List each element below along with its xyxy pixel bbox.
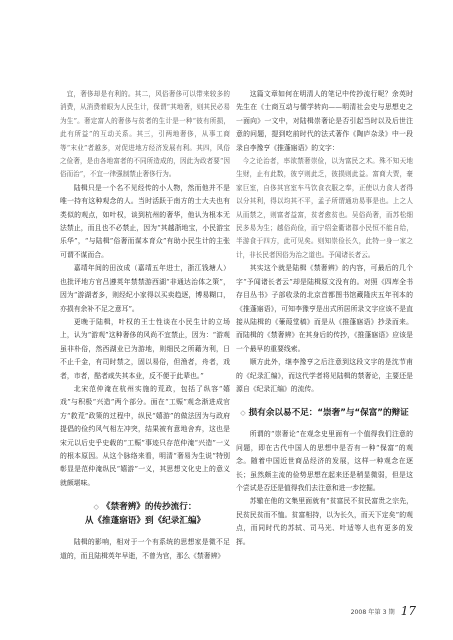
page-number: 17 xyxy=(400,604,416,618)
left-column-bottom-text xyxy=(60,536,230,563)
body-paragraph: 这篇文章如何在明清人的笔记中传抄流行呢？余英时先生在《士商互动与儒学转向——明清社会史与思想史之一面向》一文中，对陆楫崇奢论是否引起当时以及后世注意的问题，提到吃前时代的法式著作《陶庐杂录》中一段录自李豫亨《推蓬寤语》的文字： xyxy=(236,90,413,152)
body-paragraph: 陆楫只是一个名不见经传的小人物，然而他并不是唯一持有这种观念的人。当时活跃于南方的士大夫也有类似的观点，如叶权，谈到杭州的奢华，他认为根本无法禁止，而且也不必禁止，因为“其越浙地宝，小民游宝乐华”，“与陆楫”俗奢而谋本育众”有助小民生计的主张可谓不谋而合。 xyxy=(60,183,230,259)
body-paragraph: 其实这个就是陆楫《禁奢辨》的内容，可最后的几个字“予闻诸长者云”却是陆楫原文没有的。对照《四库全书存目丛书》子部收录的北京首都图书馆藏隆庆五年刊本的《推蓬寤语》，可知李豫亨是出式所居所录文字应该不是直接从陆楫的《蒹葭堂稿》而是从《推蓬寤语》抄录而来。而陆楫的《禁奢辨》在其身后的传抄，《推蓬寤语》应该是一个最早的重要线索。 xyxy=(236,264,413,353)
section-heading-baofu xyxy=(236,406,413,420)
diamond-ornament-icon: ◇ xyxy=(93,503,99,512)
body-paragraph: 顺方此外，继李豫亨之后注意到这段文字的是沈节甫的《纪录汇编》，而这代学者将见陆楫的禁奢论，主要还是源自《纪录汇编》的流传。 xyxy=(236,358,413,393)
block-quote-paragraph: 今之论治者，率欲禁奢崇俭，以为富民之术。殊不知天地生财，止有此数，彼亨则此乏，彼损则此益。富商大贾，豪家巨室，自侈其宫室车马饮食衣服之奉，正使以力食人者得以分其利，得以均其不平，孟子所谓通功易事是也。上之人从而禁之，则富者益富，贫者愈贫也。吴俗尚奢，而苏松细民多易为生；越俗尚俭，而宁绍金衢诸郡小民恒不能自给，半游食于四方，此可见矣。则知崇俭长久，此特一身一家之计，非长民者因俗为治之道也。予闻诸长者云。 xyxy=(236,157,413,259)
right-column xyxy=(236,88,413,549)
block-quote-paragraph: 宜，奢侈却是有利的。其二，风俗奢侈可以带来较多的消费，从消费着眼为人民生计，保谓“其地奢，则其民必易为生”。奢定富人的奢侈与贫者的生计是一种“彼有所损，此有所益”的互动关系。其三，引两地奢侈，从事工商等“末业”者越多，对促进地方经济发展有利。其四，风俗之俭奢，是由各地富者的不同所造成的，因此为政者要“因俗而治”，不宜一律强制禁止奢侈行为。 xyxy=(60,90,230,179)
issue-label: 2008 年第 3 期 xyxy=(350,608,395,616)
diamond-ornament-icon: ◇ xyxy=(240,409,246,418)
right-column-top-text xyxy=(236,88,413,396)
body-paragraph: 嘉靖年间的田汝成（嘉靖五年进士，浙江钱塘人）也批评地方官吕遵英年禁禁游西湖“非通达治体之策”，因为“游湖者多，则经纪小家得以买卖趋逐，博易糊口，亦损有余补不足之意耳”。 xyxy=(60,264,230,313)
body-paragraph: 所谓的“崇奢论”在观念史里面有一个值得我们注意的问题，即在古代中国人的思想中是否有一种“保富”的观念。随着中国近世商品经济的发展，这样一种观念在逐长；虽然颇主流的俭势思想在起来还是稍显微弱，但是这个尝试是否还是值得我们去注意和进一步挖掘。 xyxy=(236,430,413,492)
left-column xyxy=(60,88,230,563)
body-paragraph: 北宋范仲淹在杭州实施的荒政，包括了纵容“嬉戏”与积极“兴造”两个部分。面在“工赈”观念渐进成官方“救荒”政策的过程中，纵民“嬉游”的做法因为与政府提倡的俭约风气相左冲突，结果被有意地舍弃，这也是宋元以后史乎史载的“工赈”事迹只存范仲淹“兴造”一义的根本原因。从这个脉络来看，明清“奢易为生说”特别彰显是范仲淹纵民“嬉游”一义，其思想文化史上的意义就颇堪味。 xyxy=(60,384,230,487)
body-paragraph: 陆楫的影响，相对于一个有系统的思想家是微不足道的，而且陆楫英年早逝，不曾为官，那么《禁奢辨》 xyxy=(60,538,230,560)
body-paragraph: 更晚于陆楫，叶权的王士性谈在小民生计的立场上，认为“游观”这种奢侈的风尚不宜禁止，因为：“游观虽非朴俗，然西湖业已为游地，则细民之所藉为利，日不止千金，有司时禁之，固以易俗，但渔者，舟者，戏者，市者，酤者咸失其本业，反不便于此辈也。” xyxy=(60,317,230,380)
left-column-top-text xyxy=(60,88,230,490)
right-column-bottom-text xyxy=(236,428,413,549)
section-heading-line2: 从《推蓬寤语》到《纪录汇编》 xyxy=(84,516,206,527)
section-heading-title: 损有余以易不足：“崇奢”与“保富”的辩证 xyxy=(248,408,409,419)
page-footer xyxy=(326,600,416,622)
section-heading-line1: 《禁奢辨》的传抄流行： xyxy=(101,502,197,513)
body-paragraph: 苏辙在他的文集里面就有“贫富民不贫民富贵之宗先，民贫民贫而不恤。贫富相持，以为长久，而天下定矣”的观点，而同时代的苏轼、司马光、叶适等人也有更多的发挥。 xyxy=(236,497,413,546)
section-heading-chuanchao xyxy=(60,500,230,528)
